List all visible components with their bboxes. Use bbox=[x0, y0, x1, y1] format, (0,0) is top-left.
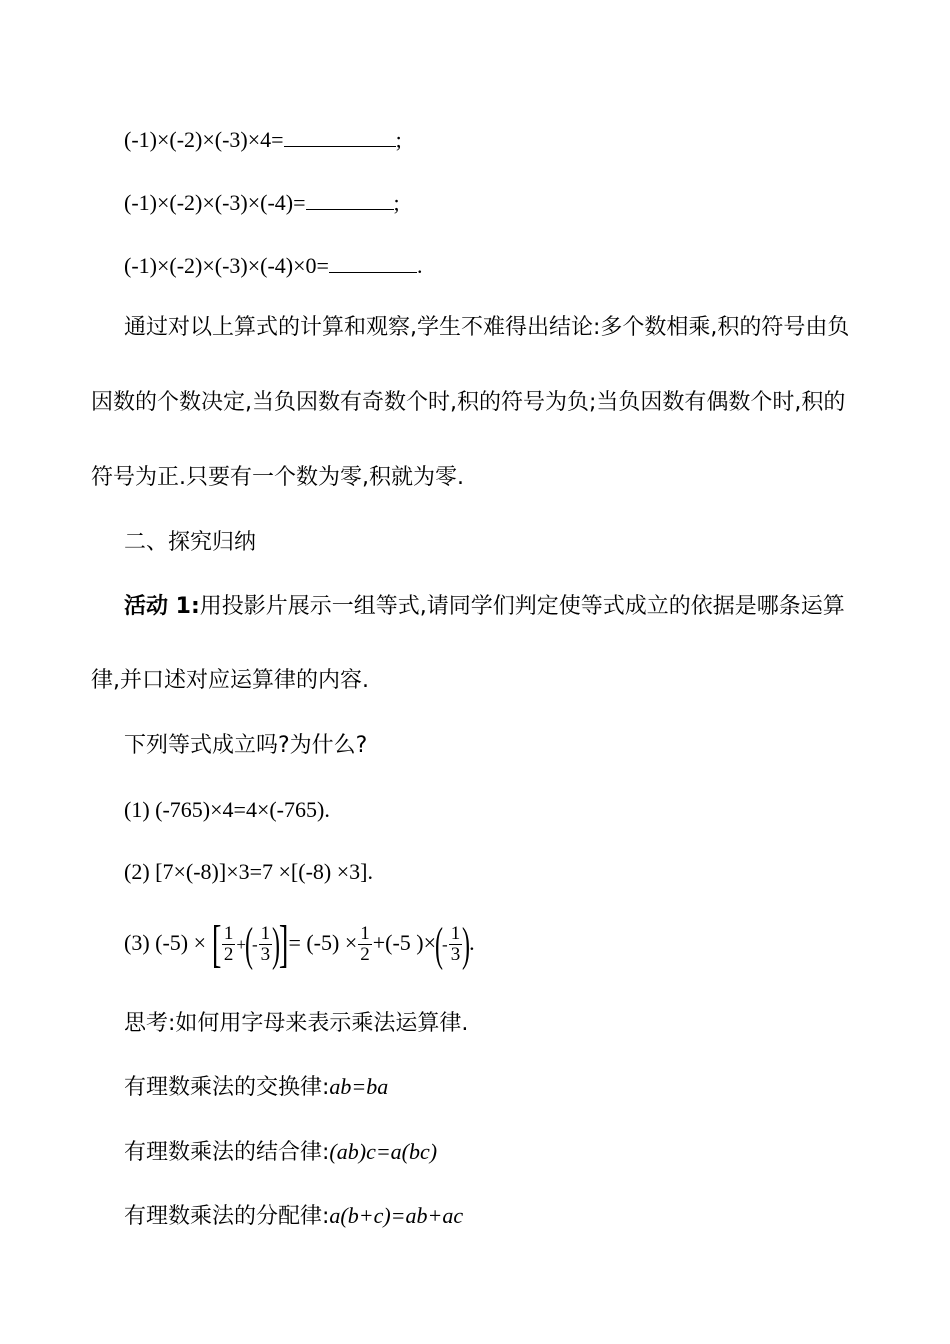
eq3-fraction-4 bbox=[449, 924, 463, 965]
exercise-expression-3: (-1)×(-2)×(-3)×(-4)×0= bbox=[124, 253, 329, 278]
eq3-fraction-2 bbox=[259, 924, 273, 965]
exercise-punct-2: ; bbox=[393, 190, 400, 215]
exercise-line-1 bbox=[124, 125, 402, 155]
eq3-frac4-num: 1 bbox=[450, 923, 461, 945]
law-associative bbox=[124, 1137, 437, 1168]
conclusion-line-2: 因数的个数决定,当负因数有奇数个时,积的符号为负;当负因数有偶数个时,积的 bbox=[91, 390, 846, 415]
eq3-right-paren: ) bbox=[272, 917, 281, 971]
activity-label: 活动 1: bbox=[124, 594, 200, 619]
law-associative-formula: (ab)c=a(bc) bbox=[329, 1139, 438, 1164]
eq3-right-bracket: ] bbox=[279, 915, 289, 973]
eq3-minus-2: - bbox=[442, 935, 448, 954]
eq3-fraction-3 bbox=[358, 924, 372, 965]
eq3-left-paren: ( bbox=[244, 917, 253, 971]
answer-blank-2[interactable] bbox=[306, 189, 394, 210]
conclusion-line-1: 通过对以上算式的计算和观察,学生不难得出结论:多个数相乘,积的符号由负 bbox=[124, 315, 850, 340]
answer-blank-1[interactable] bbox=[284, 126, 396, 147]
eq3-mid2: +(-5 )× bbox=[372, 930, 437, 955]
activity-line-1 bbox=[124, 592, 845, 622]
eq3-frac3-num: 1 bbox=[360, 923, 370, 945]
eq3-right-paren-2: ) bbox=[462, 917, 471, 971]
eq3-minus: - bbox=[251, 935, 258, 954]
eq3-frac1-num: 1 bbox=[223, 923, 234, 945]
eq3-left-bracket: [ bbox=[211, 915, 221, 973]
law-commutative-label: 有理数乘法的交换律: bbox=[124, 1075, 330, 1100]
eq3-frac2-den: 3 bbox=[260, 944, 271, 966]
activity-line-2: 律,并口述对应运算律的内容. bbox=[91, 668, 369, 693]
eq3-plus: + bbox=[236, 935, 246, 954]
conclusion-line-3: 符号为正.只要有一个数为零,积就为零. bbox=[91, 465, 464, 490]
section-title: 二、探究归纳 bbox=[124, 530, 257, 555]
law-commutative-formula: ab=ba bbox=[329, 1074, 389, 1099]
equation-3 bbox=[124, 915, 475, 973]
exercise-punct-3: . bbox=[416, 253, 423, 278]
law-associative-label: 有理数乘法的结合律: bbox=[124, 1140, 330, 1165]
question-text: 下列等式成立吗?为什么? bbox=[124, 733, 368, 758]
eq3-frac4-den: 3 bbox=[450, 944, 461, 966]
eq3-frac2-num: 1 bbox=[260, 923, 271, 945]
eq3-end: . bbox=[469, 930, 475, 955]
eq3-frac3-den: 2 bbox=[360, 944, 370, 966]
law-distributive bbox=[124, 1201, 463, 1232]
eq3-prefix: (3) (-5) × bbox=[124, 930, 207, 955]
eq3-left-paren-2: ( bbox=[435, 917, 444, 971]
think-text: 思考:如何用字母来表示乘法运算律. bbox=[124, 1011, 469, 1036]
answer-blank-3[interactable] bbox=[329, 252, 417, 273]
law-distributive-label: 有理数乘法的分配律: bbox=[124, 1204, 330, 1229]
eq3-fraction-1 bbox=[222, 924, 236, 965]
exercise-line-2 bbox=[124, 188, 400, 218]
exercise-punct-1: ; bbox=[395, 127, 402, 152]
eq3-mid: = (-5) × bbox=[288, 930, 358, 955]
law-distributive-formula: a(b+c)=ab+ac bbox=[329, 1203, 464, 1228]
equation-2: (2) [7×(-8)]×3=7 ×[(-8) ×3]. bbox=[124, 859, 373, 884]
exercise-line-3 bbox=[124, 251, 422, 281]
activity-text-1: 用投影片展示一组等式,请同学们判定使等式成立的依据是哪条运算 bbox=[199, 594, 845, 619]
eq3-frac1-den: 2 bbox=[223, 944, 234, 966]
equation-1: (1) (-765)×4=4×(-765). bbox=[124, 797, 330, 822]
law-commutative bbox=[124, 1072, 388, 1103]
exercise-expression-1: (-1)×(-2)×(-3)×4= bbox=[124, 127, 284, 152]
exercise-expression-2: (-1)×(-2)×(-3)×(-4)= bbox=[124, 190, 306, 215]
